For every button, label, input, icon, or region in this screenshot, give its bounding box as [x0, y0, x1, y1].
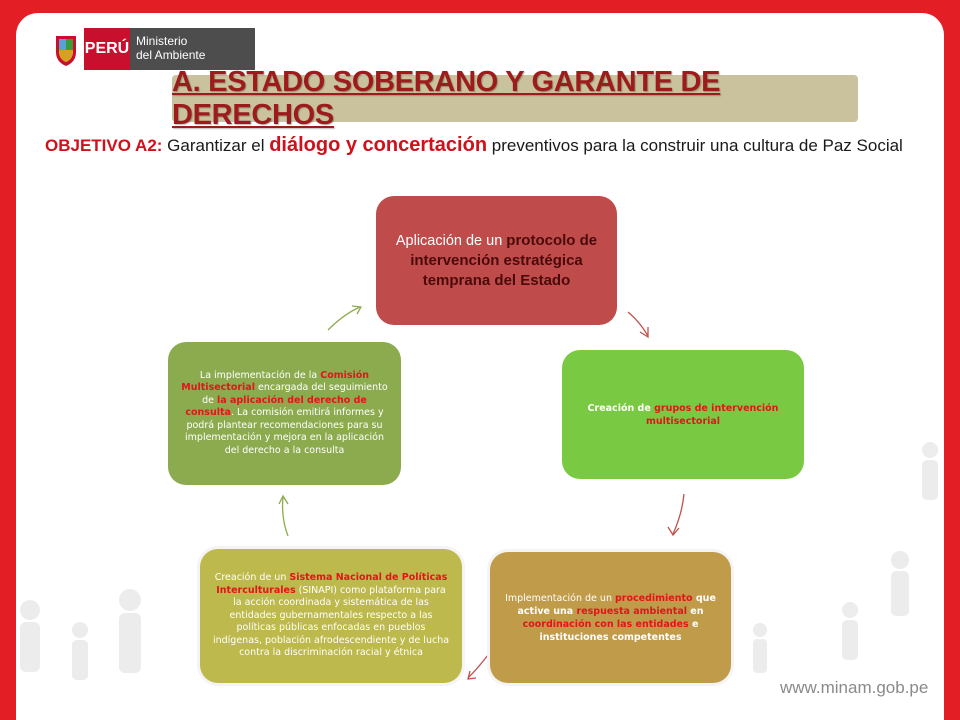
ministry-name	[130, 28, 255, 70]
cycle-step-groups-emph: grupos de intervención multisectorial	[645, 402, 779, 427]
sinapi-e1: Sistema Nacional de Políticas Interculturales	[216, 572, 448, 596]
footer-url: www.minam.gob.pe	[780, 678, 929, 697]
cycle-step-protocol-emph: protocolo de intervención estratégica temprana del Estado	[410, 231, 598, 289]
commission-t3: . La comisión emitirá informes y podrá plantear recomendaciones para su implementación y mejora en la aplicación del derecho a la consulta	[185, 407, 384, 456]
cycle-step-protocol-pre: Aplicación de un	[395, 232, 507, 249]
objective-text-after: preventivos para la construir una cultura de Paz Social	[487, 136, 903, 155]
procedure-e3: coordinación con las entidades	[522, 618, 689, 630]
ministry-logo	[48, 28, 255, 70]
cycle-step-commission	[168, 342, 401, 485]
cycle-step-sinapi-text	[212, 572, 450, 660]
cycle-step-sinapi	[200, 549, 462, 683]
cycle-step-protocol-text	[388, 231, 605, 291]
commission-t1: La implementación de la	[199, 369, 321, 381]
cycle-step-protocol	[376, 196, 617, 325]
commission-e1: Comisión Multisectorial	[181, 369, 370, 394]
ministry-line-2: del Ambiente	[136, 48, 206, 62]
procedure-t1: Implementación de un	[505, 592, 615, 604]
sinapi-t2: (SINAPI) como plataforma para la acción coordinada y sistemática de las entidades gubernamentales respecto a las políticas públicas enfocadas en pueblos indígenas, población afrodescendiente y de lucha contra la discriminación racial y étnica	[212, 584, 450, 659]
objective-label: OBJETIVO A2:	[45, 136, 163, 155]
procedure-t3: en	[687, 605, 704, 617]
cycle-step-groups	[562, 350, 804, 479]
objective-text	[45, 132, 919, 159]
cycle-step-commission-text	[180, 370, 389, 458]
sinapi-t1: Creación de un	[214, 572, 290, 584]
procedure-e2: respuesta ambiental	[576, 605, 687, 617]
peru-coat-of-arms-icon	[48, 28, 84, 70]
peru-label: PERÚ	[84, 28, 130, 70]
title-bar	[172, 65, 858, 131]
procedure-t2: que active una	[517, 592, 716, 617]
commission-e2: la aplicación del derecho de consulta	[185, 394, 367, 419]
cycle-step-groups-pre: Creación de	[587, 402, 655, 414]
cycle-step-procedure	[490, 552, 731, 683]
objective-text-before: Garantizar el	[162, 136, 270, 155]
procedure-t4: e instituciones competentes	[539, 618, 699, 643]
procedure-e1: procedimiento	[615, 592, 693, 604]
slide-title: A. ESTADO SOBERANO Y GARANTE DE DERECHOS	[172, 65, 721, 131]
commission-t2: encargada del seguimiento de	[202, 382, 388, 406]
ministry-line-1: Ministerio	[136, 34, 188, 48]
objective-highlight: diálogo y concertación	[269, 134, 488, 156]
cycle-step-procedure-text	[502, 592, 719, 644]
cycle-step-groups-text	[574, 402, 792, 428]
